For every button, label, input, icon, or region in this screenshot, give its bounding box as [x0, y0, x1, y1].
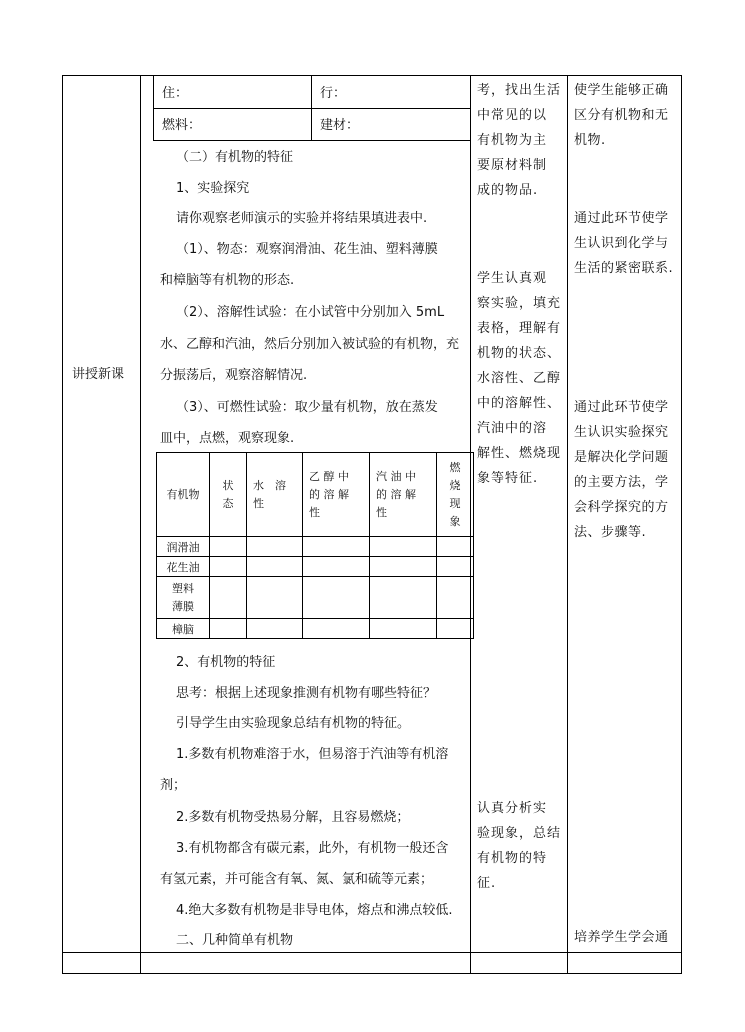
heading-simple-organics: 二、几种简单有机物 — [176, 933, 294, 948]
feature-2: 2.多数有机物受热易分解，且容易燃烧； — [176, 810, 410, 825]
top-table-mid-line — [153, 108, 470, 109]
frame-bottom — [62, 973, 682, 974]
para-flammable-2: 皿中，点燃，观察现象. — [160, 431, 295, 446]
frame-row-divider — [62, 952, 682, 953]
exp-header-row — [157, 453, 474, 537]
feature-3b: 有氢元素，并可能含有氧、氮、氯和硫等元素； — [160, 872, 434, 887]
table-row — [157, 537, 474, 557]
student-block-3: 认真分析实 验现象，总结 有机物的特 征. — [477, 801, 562, 891]
table-row — [157, 619, 474, 639]
intent-block-4: 培养学生学会通 — [574, 930, 669, 945]
cell-live: 住： — [162, 86, 189, 101]
experiment-table — [156, 452, 474, 639]
exp-header-cell: 状 态 — [210, 453, 247, 537]
intent-block-2: 通过此环节使学 生认识到化学与 生活的紧密联系. — [574, 211, 674, 276]
table-row — [157, 557, 474, 577]
student-block-1: 考，找出生活 中常见的以 有机物为主 要原材料制 成的物品. — [477, 83, 562, 198]
sub-features: 2、有机物的特征 — [176, 655, 276, 670]
frame-right — [681, 75, 682, 973]
frame-left — [62, 75, 63, 973]
para-observe: 请你观察老师演示的实验并将结果填进表中. — [176, 211, 428, 226]
section-label: 讲授新课 — [72, 367, 125, 382]
table-row — [157, 577, 474, 619]
row-label: 润滑油 — [157, 537, 210, 557]
cell-fuel: 燃料： — [162, 118, 202, 133]
exp-header-cell: 有机物 — [157, 453, 210, 537]
frame-col1 — [140, 75, 141, 973]
exp-header-cell: 汽 油 中 的 溶 解 性 — [370, 453, 437, 537]
row-label: 樟脑 — [157, 619, 210, 639]
para-think: 思考：根据上述现象推测有机物有哪些特征？ — [176, 686, 437, 701]
para-solubility-2: 水、乙醇和汽油，然后分别加入被试验的有机物，充 — [160, 337, 460, 352]
para-solubility-3: 分振荡后，观察溶解情况. — [160, 368, 308, 383]
sub-experiment: 1、实验探究 — [176, 181, 250, 196]
feature-4: 4.绝大多数有机物是非导电体，熔点和沸点较低. — [176, 903, 453, 918]
para-state-1: （1）、物态：观察润滑油、花生油、塑料薄膜 — [176, 242, 438, 257]
exp-header-cell: 乙 醇 中 的 溶 解 性 — [303, 453, 370, 537]
exp-header-cell: 燃 烧 现 象 — [437, 453, 474, 537]
feature-1b: 剂； — [160, 778, 187, 793]
intent-block-3: 通过此环节使学 生认识实验探究 是解决化学问题 的主要方法，学 会科学探究的方 法、步骤等. — [574, 400, 669, 540]
student-block-2: 学生认真观 察实验，填充 表格，理解有 机物的状态、 水溶性、乙醇 中的溶解性、 汽油中的溶 解性、燃烧现 象等特征. — [477, 271, 562, 486]
row-label: 花生油 — [157, 557, 210, 577]
cell-material: 建材： — [320, 118, 360, 133]
feature-1a: 1.多数有机物难溶于水，但易溶于汽油等有机溶 — [176, 747, 449, 762]
feature-3a: 3.有机物都含有碳元素，此外，有机物一般还含 — [176, 841, 449, 856]
para-guide: 引导学生由实验现象总结有机物的特征。 — [176, 716, 411, 731]
frame-col3 — [567, 75, 568, 973]
heading-features: （二）有机物的特征 — [176, 150, 294, 165]
para-state-2: 和樟脑等有机物的形态. — [160, 273, 295, 288]
exp-header-cell: 水 溶 性 — [247, 453, 303, 537]
para-solubility-1: （2）、溶解性试验：在小试管中分别加入 5mL — [176, 305, 445, 320]
top-table-bottom — [153, 140, 470, 141]
para-flammable-1: （3）、可燃性试验：取少量有机物，放在蒸发 — [176, 400, 438, 415]
frame-top — [62, 75, 682, 76]
cell-travel: 行： — [320, 86, 347, 101]
row-label: 塑料薄膜 — [157, 577, 210, 619]
intent-block-1: 使学生能够正确 区分有机物和无 机物. — [574, 83, 669, 148]
